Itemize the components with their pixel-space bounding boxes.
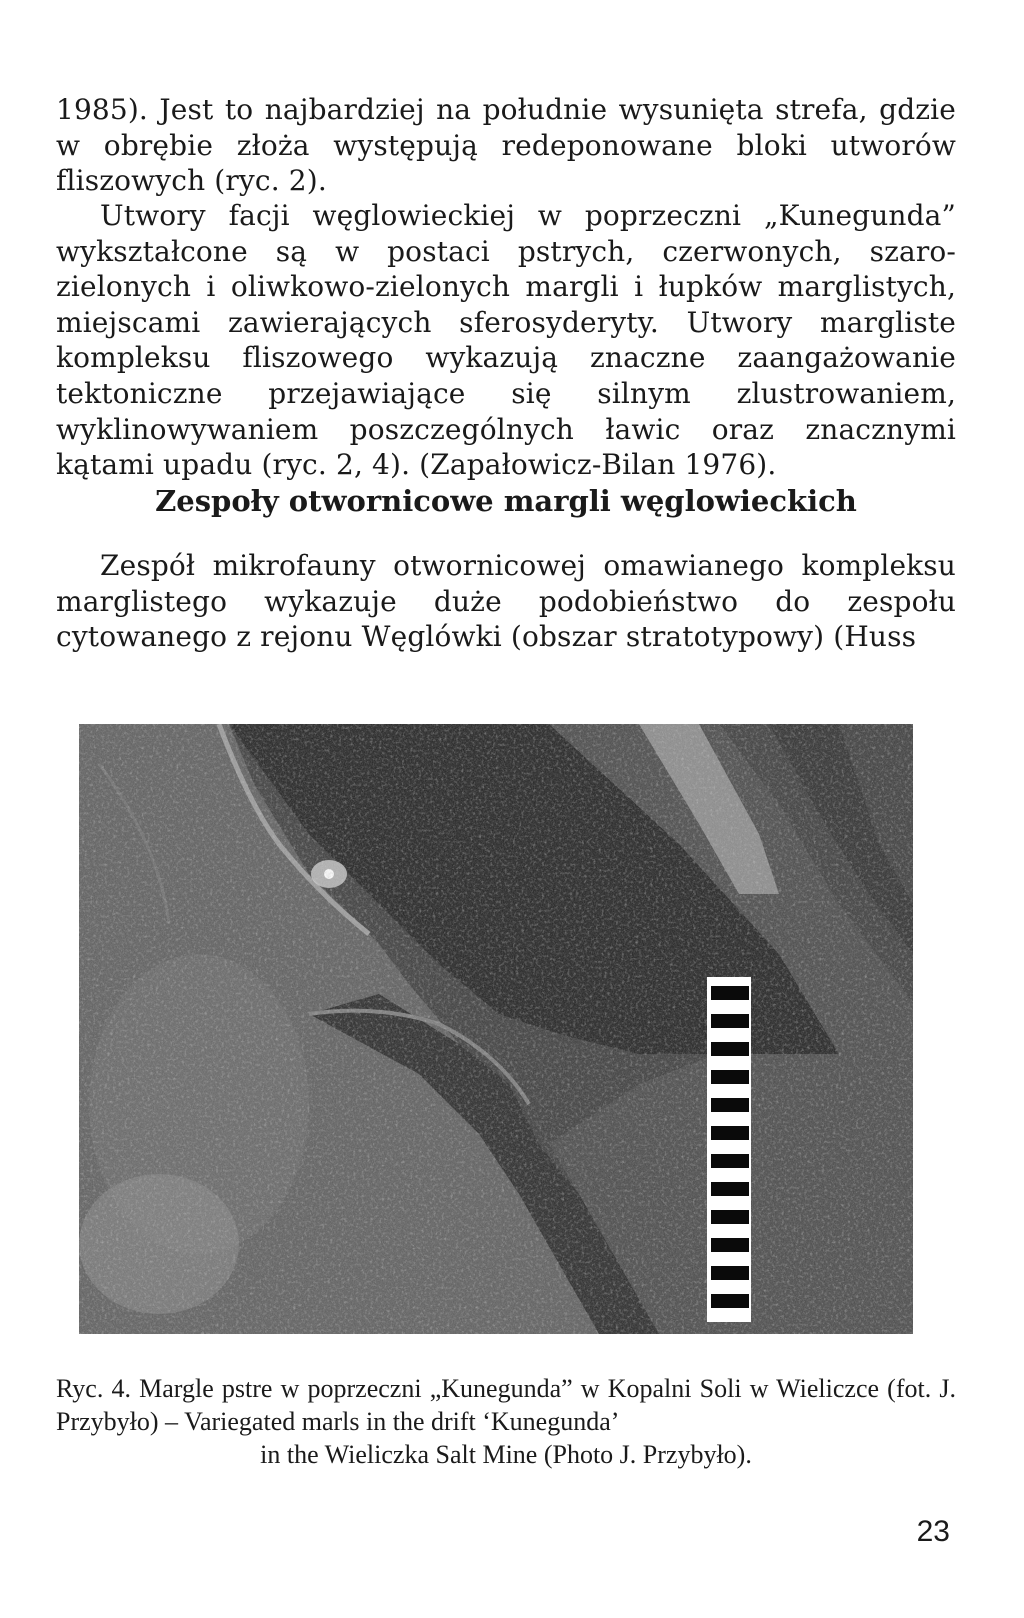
scale-bar [707, 977, 751, 1322]
figure-caption [56, 1372, 956, 1471]
paragraph-2: Utwory facji węglowieckiej w poprzeczni „Kunegunda” wykształcone są w postaci pstrych, czerwonych, szaro-zielonych i oliwkowo-zielonych margli i łupków marglistych, miejscami zawierających sferosyderyty. Utwory margliste kompleksu fliszowego wykazują znaczne zaangażowanie tektoniczne przejawiające się silnym zlustrowaniem, wyklinowywaniem poszczególnych ławic oraz znacznymi kątami upadu (ryc. 2, 4). (Zapałowicz-Bilan 1976). [56, 199, 956, 482]
paragraph-3: Zespół mikrofauny otwornicowej omawianego kompleksu marglistego wykazuje duże podobieństwo do zespołu cytowanego z rejonu Węglówki (obszar stratotypowy) (Huss [56, 549, 956, 654]
section-heading: Zespoły otwornicowe margli węglowieckich [155, 484, 857, 518]
marl-outcrop-photo [79, 724, 913, 1334]
page-number: 23 [916, 1515, 950, 1548]
figure-caption-last-line: in the Wieliczka Salt Mine (Photo J. Przybyło). [260, 1440, 752, 1469]
paragraph-1: 1985). Jest to najbardziej na południe wysunięta strefa, gdzie w obrębie złoża występują redeponowane bloki utworów fliszowych (ryc. 2). [56, 93, 956, 198]
figure-photo [79, 724, 913, 1334]
figure-caption-main: Ryc. 4. Margle pstre w poprzeczni „Kunegunda” w Kopalni Soli w Wieliczce (fot. J. Przybyło) – Variegated marls in the drift ‘Kunegunda’ [56, 1374, 956, 1436]
